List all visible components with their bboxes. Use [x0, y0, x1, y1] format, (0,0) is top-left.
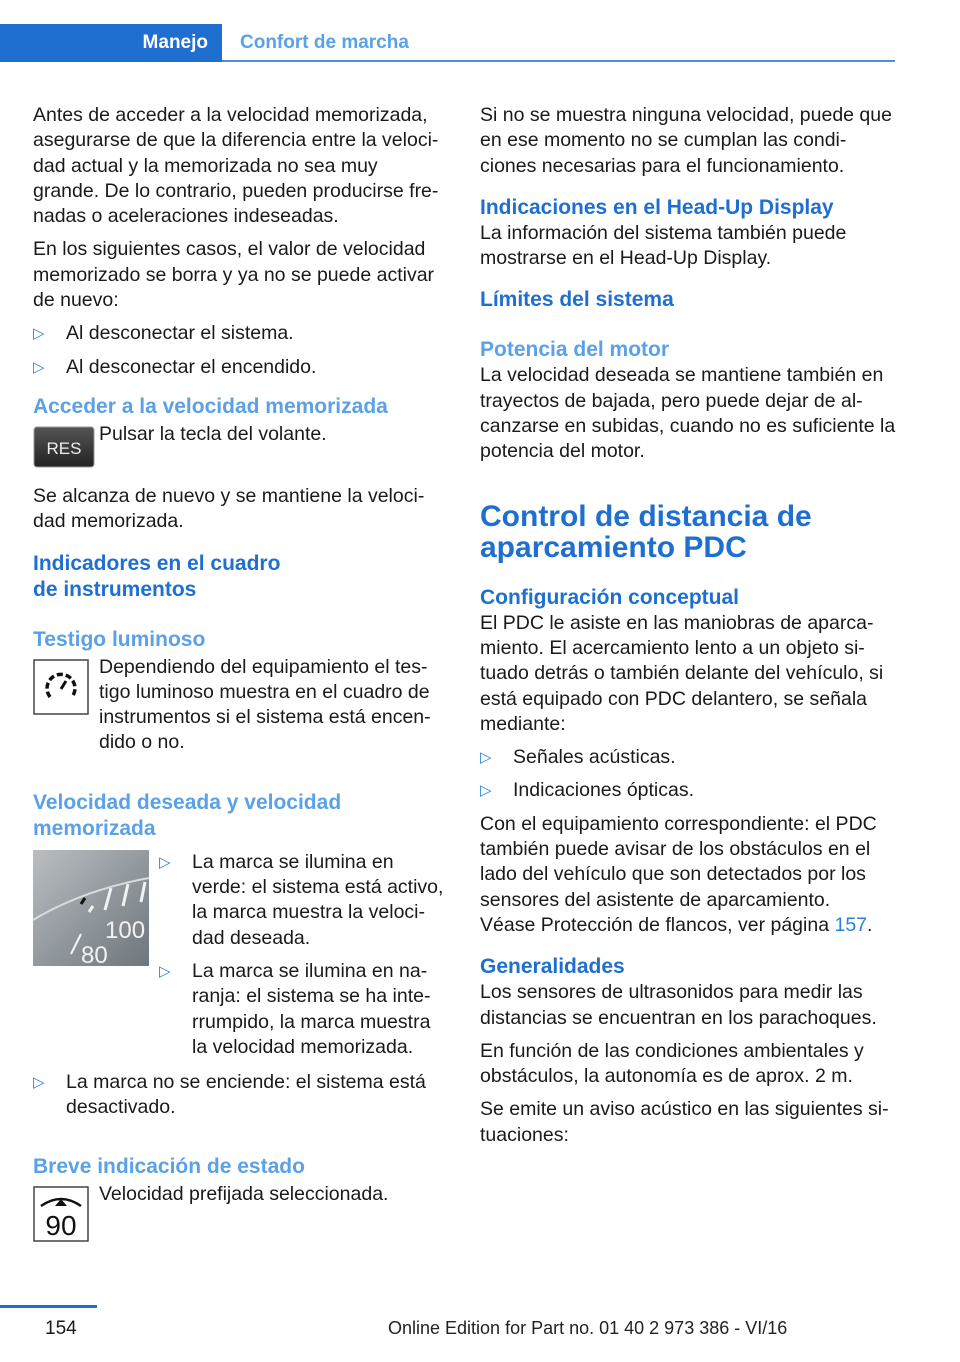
section-heading: Acceder a la velocidad memorizada	[33, 394, 388, 418]
subsection-tab: Confort de marcha	[240, 32, 409, 53]
bullet-list	[33, 321, 449, 380]
list-item: ▷ Al desconectar el encendido.	[33, 355, 449, 380]
bullet-list	[480, 745, 896, 804]
list-item: ▷ Señales acústicas.	[480, 745, 896, 770]
paragraph: En función de las condiciones ambientales y obstáculos, la autonomía es de aprox. 2 m.	[480, 1039, 864, 1088]
section-tab: Manejo	[0, 24, 222, 62]
paragraph: Se alcanza de nuevo y se mantiene la veloci-dad memorizada.	[33, 484, 425, 533]
triangle-bullet-icon: ▷	[159, 962, 171, 980]
edition-footer: Online Edition for Part no. 01 40 2 973 386 - VI/16	[388, 1318, 788, 1338]
section-heading: Indicaciones en el Head-Up Display	[480, 195, 834, 219]
triangle-bullet-icon: ▷	[33, 358, 45, 376]
footer-rule	[0, 1305, 97, 1308]
svg-text:100: 100	[105, 916, 146, 944]
section-heading: Generalidades	[480, 955, 625, 979]
chapter-heading: Control de distancia de aparcamiento PDC	[480, 499, 812, 564]
section-heading: Configuración conceptual	[480, 585, 740, 609]
speedometer-icon	[33, 659, 89, 722]
section-heading: Límites del sistema	[480, 288, 674, 312]
page-link[interactable]: 157	[834, 913, 868, 936]
triangle-bullet-icon: ▷	[480, 749, 492, 767]
header-rule	[222, 60, 895, 62]
list-item: ▷ Al desconectar el sistema.	[33, 321, 449, 346]
svg-text:80: 80	[81, 941, 108, 966]
subsection-heading: Breve indicación de estado	[33, 1155, 305, 1179]
svg-text:90: 90	[45, 1210, 77, 1242]
res-instruction	[33, 422, 449, 480]
list-item: ▷ La marca no se enciende: el sistema está desactivado.	[33, 1070, 426, 1119]
paragraph: Se emite un aviso acústico en las siguientes si-tuaciones:	[480, 1098, 889, 1146]
paragraph: Véase Protección de flancos, ver página 157.	[480, 913, 873, 936]
paragraph: La información del sistema también puede mostrarse en el Head-Up Display.	[480, 221, 847, 270]
triangle-bullet-icon: ▷	[159, 853, 171, 871]
res-button-icon	[33, 426, 95, 475]
breve-block	[33, 1182, 449, 1240]
paragraph: Si no se muestra ninguna velocidad, puede que en ese momento no se cumplan las condi-ciones necesarias para el funcionamiento.	[480, 104, 892, 177]
paragraph: Pulsar la tecla del volante.	[99, 422, 327, 445]
paragraph: En los siguientes casos, el valor de velocidad memorizado se borra y ya no se puede activar de nuevo:	[33, 238, 435, 312]
testigo-block	[33, 655, 449, 756]
paragraph: Velocidad prefijada seleccionada.	[99, 1183, 389, 1206]
triangle-bullet-icon: ▷	[480, 782, 492, 800]
list-item: ▷ La marca se ilumina en na-ranja: el sistema se ha inte-rrumpido, la marca muestra la velocidad memorizada.	[159, 959, 431, 1058]
list-item: ▷ Indicaciones ópticas.	[480, 778, 896, 803]
subsection-heading: Velocidad deseada y velocidad memorizada	[33, 790, 342, 840]
triangle-bullet-icon: ▷	[33, 325, 45, 343]
paragraph: Antes de acceder a la velocidad memorizada, asegurarse de que la diferencia entre la veloci-dad actual y la memorizada no sea muy grande. De lo contrario, pueden producirse fre-nadas o aceleraciones indeseadas.	[33, 104, 439, 228]
svg-text:RES: RES	[46, 438, 82, 458]
page-number: 154	[45, 1318, 77, 1339]
subsection-heading: Potencia del motor	[480, 338, 670, 362]
gauge-block	[33, 850, 449, 1070]
gauge-image	[33, 850, 149, 973]
set-speed-icon	[33, 1186, 89, 1249]
left-column	[33, 103, 449, 1240]
list-item: ▷ La marca se ilumina en verde: el sistema está activo, la marca muestra la veloci-dad deseada.	[159, 850, 444, 949]
paragraph: Con el equipamiento correspondiente: el PDC también puede avisar de los obstáculos en el lado del vehículo que son detectados por los sensores del asistente de aparcamiento.	[480, 812, 877, 911]
paragraph: La velocidad deseada se mantiene también en trayectos de bajada, pero puede dejar de al-canzarse en subidas, cuando no es suficiente la potencia del motor.	[480, 364, 896, 463]
subsection-heading: Testigo luminoso	[33, 627, 206, 651]
paragraph: Dependiendo del equipamiento el tes-tigo luminoso muestra en el cuadro de instrumentos si el sistema está encen-dido o no.	[99, 655, 431, 754]
paragraph: Los sensores de ultrasonidos para medir las distancias se encuentran en los parachoques.	[480, 981, 877, 1029]
section-heading: Indicadores en el cuadro de instrumentos	[33, 551, 281, 601]
page-header	[0, 24, 895, 62]
bullet-list	[33, 1070, 449, 1121]
right-column	[480, 103, 896, 1156]
paragraph: El PDC le asiste en las maniobras de aparca-miento. El acercamiento lento a un objeto si-tuado detrás o también delante del vehículo, si está equipado con PDC delantero, se señala mediante:	[480, 611, 884, 735]
triangle-bullet-icon: ▷	[33, 1073, 45, 1091]
